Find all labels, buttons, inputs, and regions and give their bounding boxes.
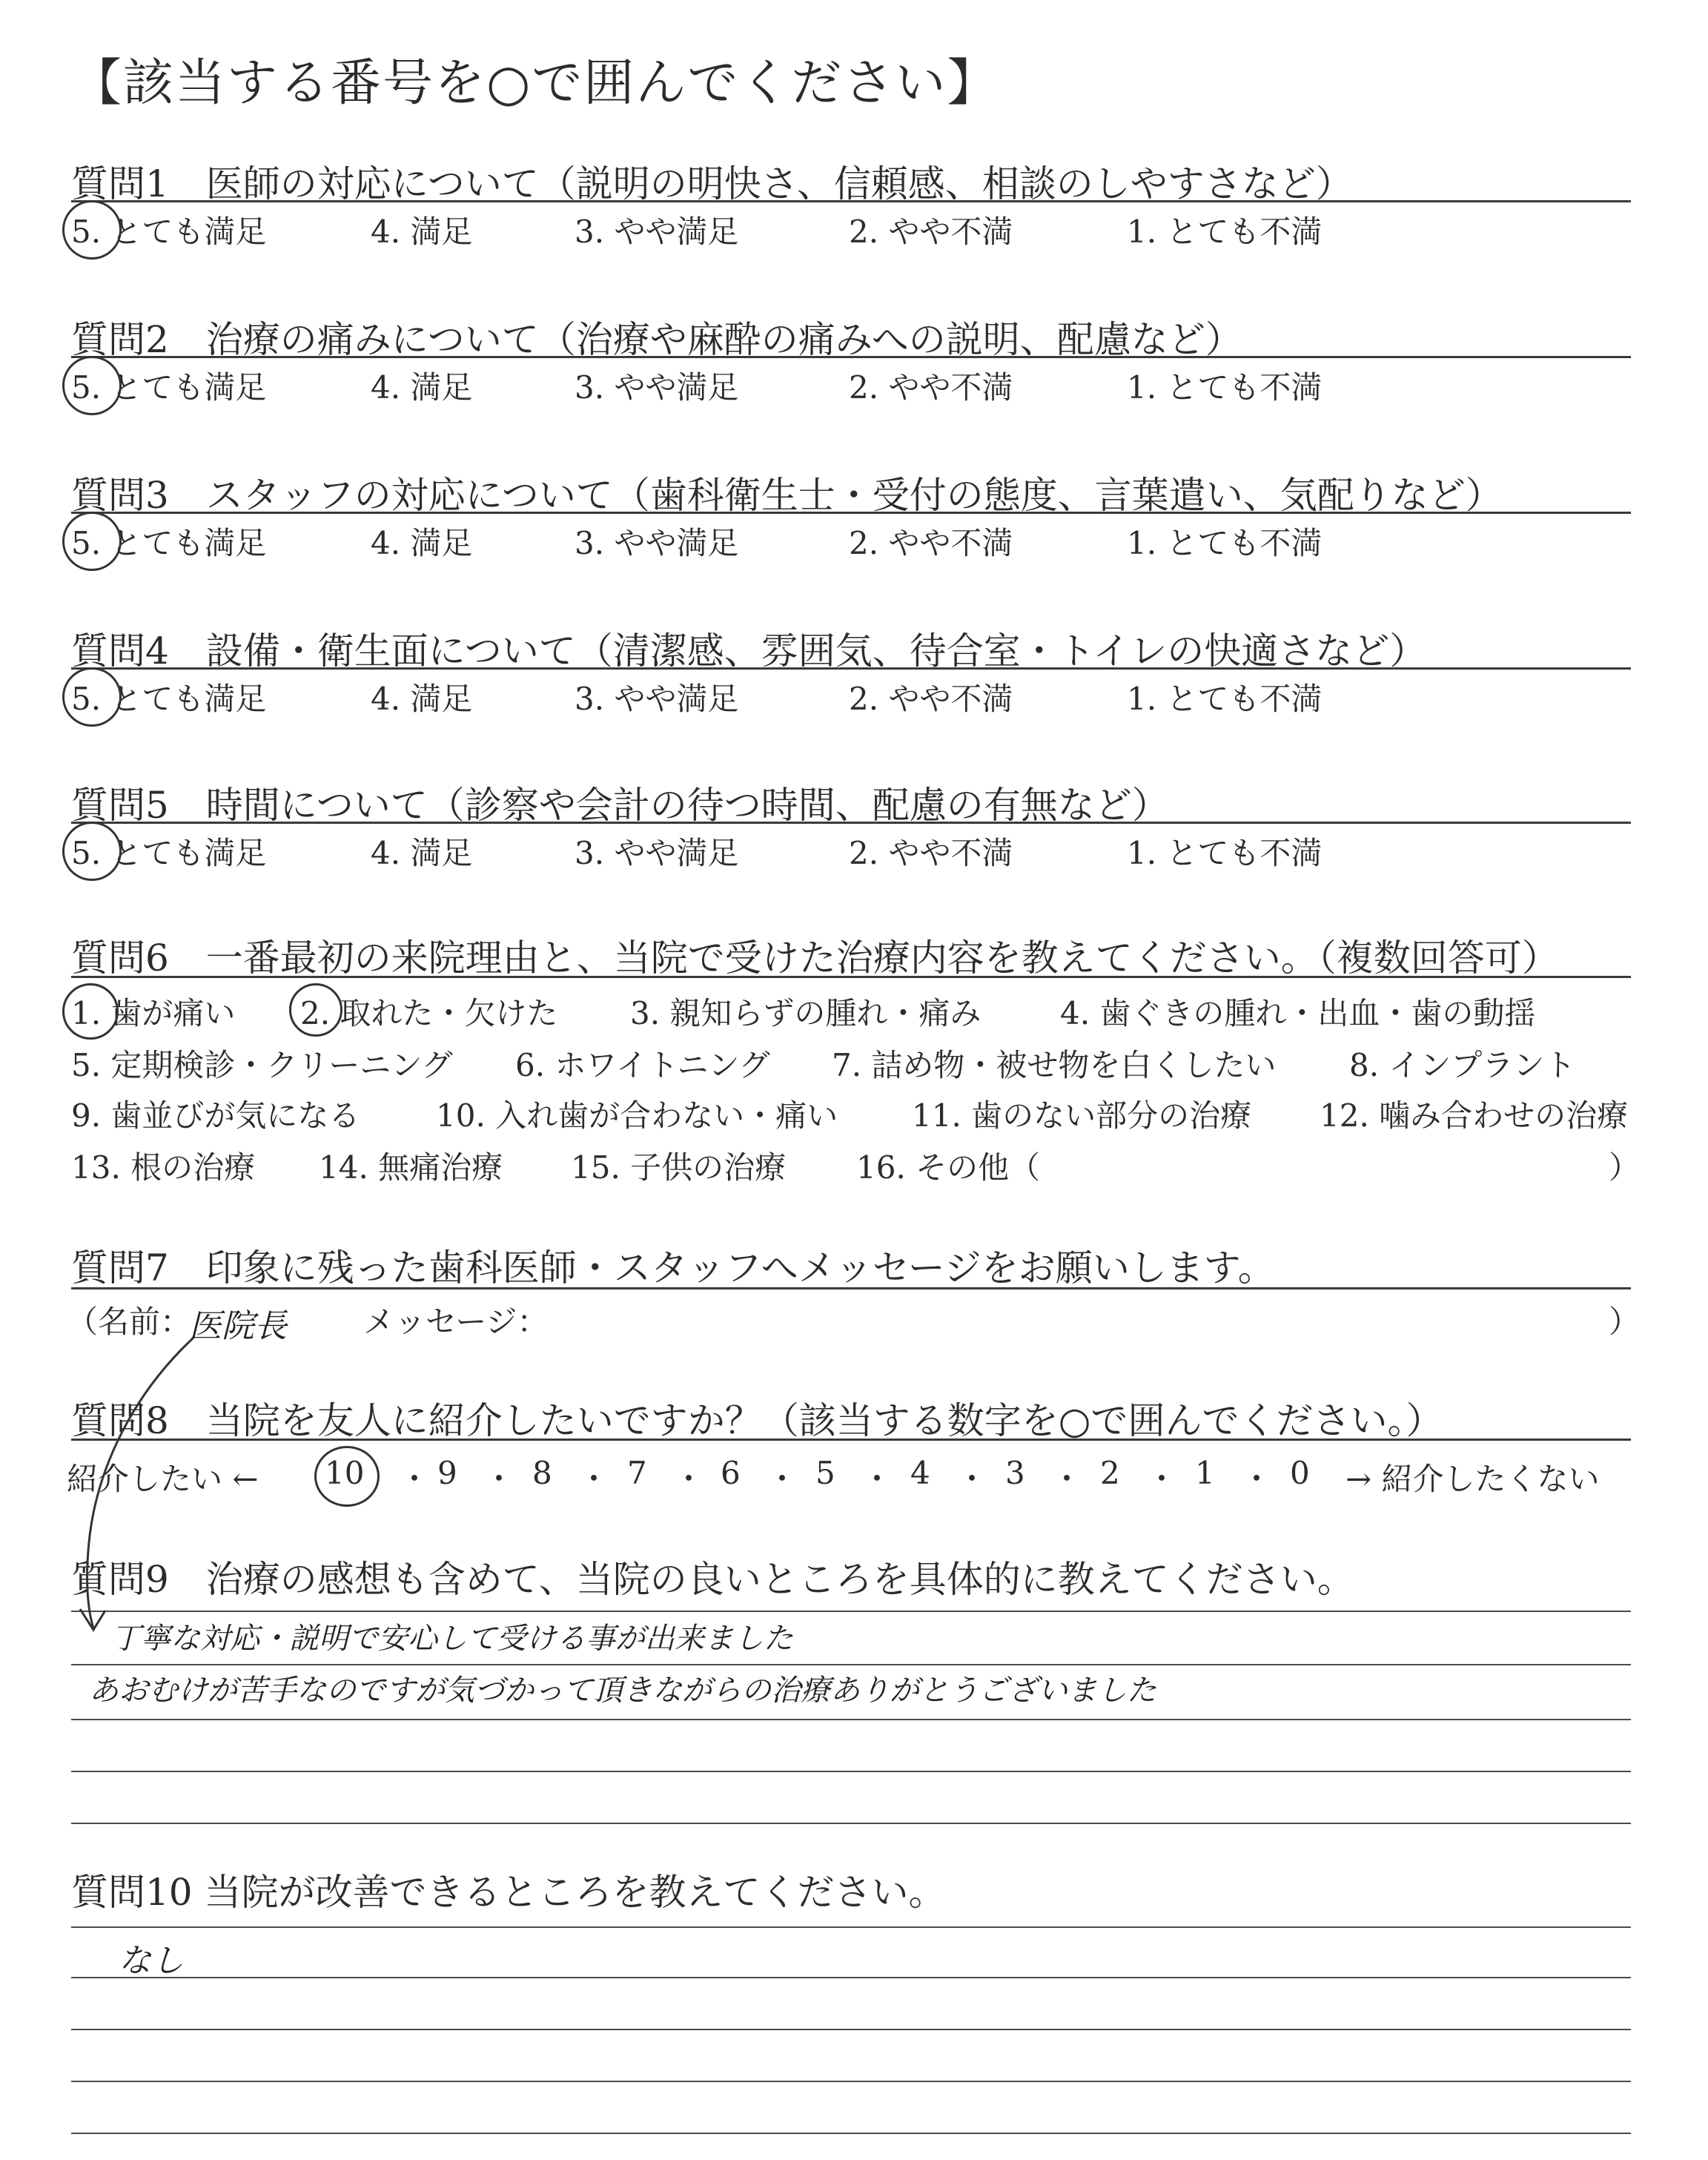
q8-separator-dot: ・ bbox=[861, 1461, 893, 1497]
q4-selected-circle bbox=[62, 667, 122, 727]
q5-option-4[interactable]: 4. 満足 bbox=[371, 835, 473, 871]
q1-option-4[interactable]: 4. 満足 bbox=[371, 214, 473, 250]
q9-answer-line-2 bbox=[71, 1664, 1631, 1665]
q6-option-14[interactable]: 14. 無痛治療 bbox=[319, 1149, 503, 1186]
q1-option-2[interactable]: 2. やや不満 bbox=[849, 214, 1013, 250]
q2-option-5[interactable]: 5. とても満足 bbox=[71, 369, 267, 406]
question-1-underline bbox=[71, 200, 1631, 202]
q9-answer-line-5 bbox=[71, 1823, 1631, 1824]
q9-handwritten-line-2[interactable]: あおむけが苦手なのですが気づかって頂きながらの治療ありがとうございました bbox=[89, 1674, 1156, 1708]
q3-selected-circle bbox=[62, 512, 122, 571]
q1-option-3[interactable]: 3. やや満足 bbox=[575, 214, 739, 250]
question-7-label: 質問7 印象に残った歯科医師・スタッフへメッセージをお願いします。 bbox=[71, 1246, 1275, 1289]
q3-option-3[interactable]: 3. やや満足 bbox=[575, 525, 739, 561]
q6-option-2-circle bbox=[289, 983, 342, 1037]
q4-option-4[interactable]: 4. 満足 bbox=[371, 681, 473, 717]
q10-answer-line-3 bbox=[71, 2029, 1631, 2030]
q10-answer-line-4 bbox=[71, 2081, 1631, 2082]
q3-option-4[interactable]: 4. 満足 bbox=[371, 525, 473, 561]
q8-separator-dot: ・ bbox=[956, 1461, 988, 1497]
q8-left-label: 紹介したい ← bbox=[67, 1461, 259, 1497]
q8-right-label: → 紹介したくない bbox=[1345, 1461, 1600, 1497]
question-3-underline bbox=[71, 512, 1631, 514]
q6-option-16[interactable]: 16. その他（ bbox=[856, 1149, 1041, 1186]
question-9-label: 質問9 治療の感想も含めて、当院の良いところを具体的に教えてください。 bbox=[71, 1558, 1354, 1601]
q2-option-4[interactable]: 4. 満足 bbox=[371, 369, 473, 406]
q9-answer-line-3 bbox=[71, 1719, 1631, 1720]
q6-option-2[interactable]: 2. 取れた・欠けた bbox=[300, 995, 558, 1031]
q7-name-label: （名前： bbox=[67, 1304, 192, 1340]
q10-handwritten-line-1[interactable]: なし bbox=[119, 1942, 184, 1980]
q8-number-7[interactable]: 7 bbox=[627, 1455, 647, 1491]
q6-option-8[interactable]: 8. インプラント bbox=[1349, 1047, 1576, 1083]
q6-option-9[interactable]: 9. 歯並びが気になる bbox=[71, 1097, 360, 1134]
question-8-underline bbox=[71, 1439, 1631, 1441]
q8-number-8[interactable]: 8 bbox=[532, 1455, 552, 1491]
q6-option-3[interactable]: 3. 親知らずの腫れ・痛み bbox=[630, 995, 982, 1031]
q8-separator-dot: ・ bbox=[483, 1461, 515, 1497]
q2-option-3[interactable]: 3. やや満足 bbox=[575, 369, 739, 406]
q7-close-paren: ） bbox=[1609, 1304, 1641, 1340]
question-7-underline bbox=[71, 1287, 1631, 1289]
question-1-label: 質問1 医師の対応について（説明の明快さ、信頼感、相談のしやすさなど） bbox=[71, 162, 1353, 205]
q7-name-handwritten[interactable]: 医院長 bbox=[189, 1307, 287, 1345]
q6-option-1-circle bbox=[62, 983, 119, 1040]
q3-option-1[interactable]: 1. とても不満 bbox=[1127, 525, 1323, 561]
q5-option-1[interactable]: 1. とても不満 bbox=[1127, 835, 1323, 871]
q6-option-5[interactable]: 5. 定期検診・クリーニング bbox=[71, 1047, 453, 1083]
q10-answer-line-5 bbox=[71, 2133, 1631, 2134]
question-2-underline bbox=[71, 356, 1631, 358]
q2-option-2[interactable]: 2. やや不満 bbox=[849, 369, 1013, 406]
q8-separator-dot: ・ bbox=[578, 1461, 610, 1497]
q8-separator-dot: ・ bbox=[399, 1461, 431, 1497]
question-6-underline bbox=[71, 976, 1631, 978]
q3-option-2[interactable]: 2. やや不満 bbox=[849, 525, 1013, 561]
q3-option-5[interactable]: 5. とても満足 bbox=[71, 525, 267, 561]
q1-option-5[interactable]: 5. とても満足 bbox=[71, 214, 267, 250]
q4-option-2[interactable]: 2. やや不満 bbox=[849, 681, 1013, 717]
q8-separator-dot: ・ bbox=[1146, 1461, 1178, 1497]
q8-number-3[interactable]: 3 bbox=[1005, 1455, 1025, 1491]
q8-separator-dot: ・ bbox=[1241, 1461, 1273, 1497]
q10-answer-line-1 bbox=[71, 1926, 1631, 1928]
question-6-label: 質問6 一番最初の来院理由と、当院で受けた治療内容を教えてください。（複数回答可） bbox=[71, 937, 1559, 980]
q8-number-4[interactable]: 4 bbox=[910, 1455, 930, 1491]
q1-option-1[interactable]: 1. とても不満 bbox=[1127, 214, 1323, 250]
q8-number-5[interactable]: 5 bbox=[815, 1455, 835, 1491]
q8-separator-dot: ・ bbox=[1051, 1461, 1083, 1497]
q8-number-6[interactable]: 6 bbox=[721, 1455, 741, 1491]
q4-option-1[interactable]: 1. とても不満 bbox=[1127, 681, 1323, 717]
q8-number-1[interactable]: 1 bbox=[1195, 1455, 1215, 1491]
q9-answer-line-1 bbox=[71, 1611, 1631, 1612]
q8-separator-dot: ・ bbox=[673, 1461, 705, 1497]
q8-separator-dot: ・ bbox=[767, 1461, 798, 1497]
q8-number-10[interactable]: 10 bbox=[325, 1455, 365, 1491]
q6-option-1[interactable]: 1. 歯が痛い bbox=[71, 995, 236, 1031]
question-8-label: 質問8 当院を友人に紹介したいですか？（該当する数字を○で囲んでください。） bbox=[71, 1399, 1443, 1442]
q6-option-6[interactable]: 6. ホワイトニング bbox=[515, 1047, 770, 1083]
question-10-label: 質問10 当院が改善できるところを教えてください。 bbox=[71, 1871, 946, 1914]
q10-answer-line-2 bbox=[71, 1977, 1631, 1978]
handwritten-arrow-head bbox=[80, 1609, 105, 1630]
q5-option-3[interactable]: 3. やや満足 bbox=[575, 835, 739, 871]
q5-option-5[interactable]: 5. とても満足 bbox=[71, 835, 267, 871]
q6-option-7[interactable]: 7. 詰め物・被せ物を白くしたい bbox=[832, 1047, 1277, 1083]
q2-option-1[interactable]: 1. とても不満 bbox=[1127, 369, 1323, 406]
question-4-label: 質問4 設備・衛生面について（清潔感、雰囲気、待合室・トイレの快適さなど） bbox=[71, 630, 1427, 673]
q5-option-2[interactable]: 2. やや不満 bbox=[849, 835, 1013, 871]
q6-option-10[interactable]: 10. 入れ歯が合わない・痛い bbox=[436, 1097, 838, 1134]
q9-handwritten-line-1[interactable]: 丁寧な対応・説明で安心して受ける事が出来ました bbox=[111, 1622, 793, 1656]
q4-option-5[interactable]: 5. とても満足 bbox=[71, 681, 267, 717]
q6-other-close-paren: ） bbox=[1609, 1149, 1641, 1186]
q4-option-3[interactable]: 3. やや満足 bbox=[575, 681, 739, 717]
q6-option-11[interactable]: 11. 歯のない部分の治療 bbox=[912, 1097, 1252, 1134]
question-5-label: 質問5 時間について（診察や会計の待つ時間、配慮の有無など） bbox=[71, 784, 1169, 827]
q6-option-12[interactable]: 12. 噛み合わせの治療 bbox=[1320, 1097, 1629, 1134]
q7-message-label: メッセージ： bbox=[363, 1304, 549, 1340]
q6-option-15[interactable]: 15. 子供の治療 bbox=[571, 1149, 787, 1186]
q9-answer-line-4 bbox=[71, 1771, 1631, 1772]
question-2-label: 質問2 治療の痛みについて（治療や麻酔の痛みへの説明、配慮など） bbox=[71, 318, 1242, 361]
page-title: 【該当する番号を○で囲んでください】 bbox=[71, 54, 999, 113]
q8-number-0[interactable]: 0 bbox=[1290, 1455, 1310, 1491]
q1-selected-circle bbox=[62, 200, 122, 260]
q8-number-9[interactable]: 9 bbox=[437, 1455, 457, 1491]
question-3-label: 質問3 スタッフの対応について（歯科衛生士・受付の態度、言葉遣い、気配りなど） bbox=[71, 474, 1503, 517]
q5-selected-circle bbox=[62, 822, 122, 881]
q6-option-4[interactable]: 4. 歯ぐきの腫れ・出血・歯の動揺 bbox=[1060, 995, 1536, 1031]
q8-number-2[interactable]: 2 bbox=[1100, 1455, 1120, 1491]
question-5-underline bbox=[71, 822, 1631, 824]
q6-option-13[interactable]: 13. 根の治療 bbox=[71, 1149, 256, 1186]
q2-selected-circle bbox=[62, 356, 122, 415]
q8-selected-circle bbox=[314, 1446, 380, 1507]
question-4-underline bbox=[71, 667, 1631, 670]
